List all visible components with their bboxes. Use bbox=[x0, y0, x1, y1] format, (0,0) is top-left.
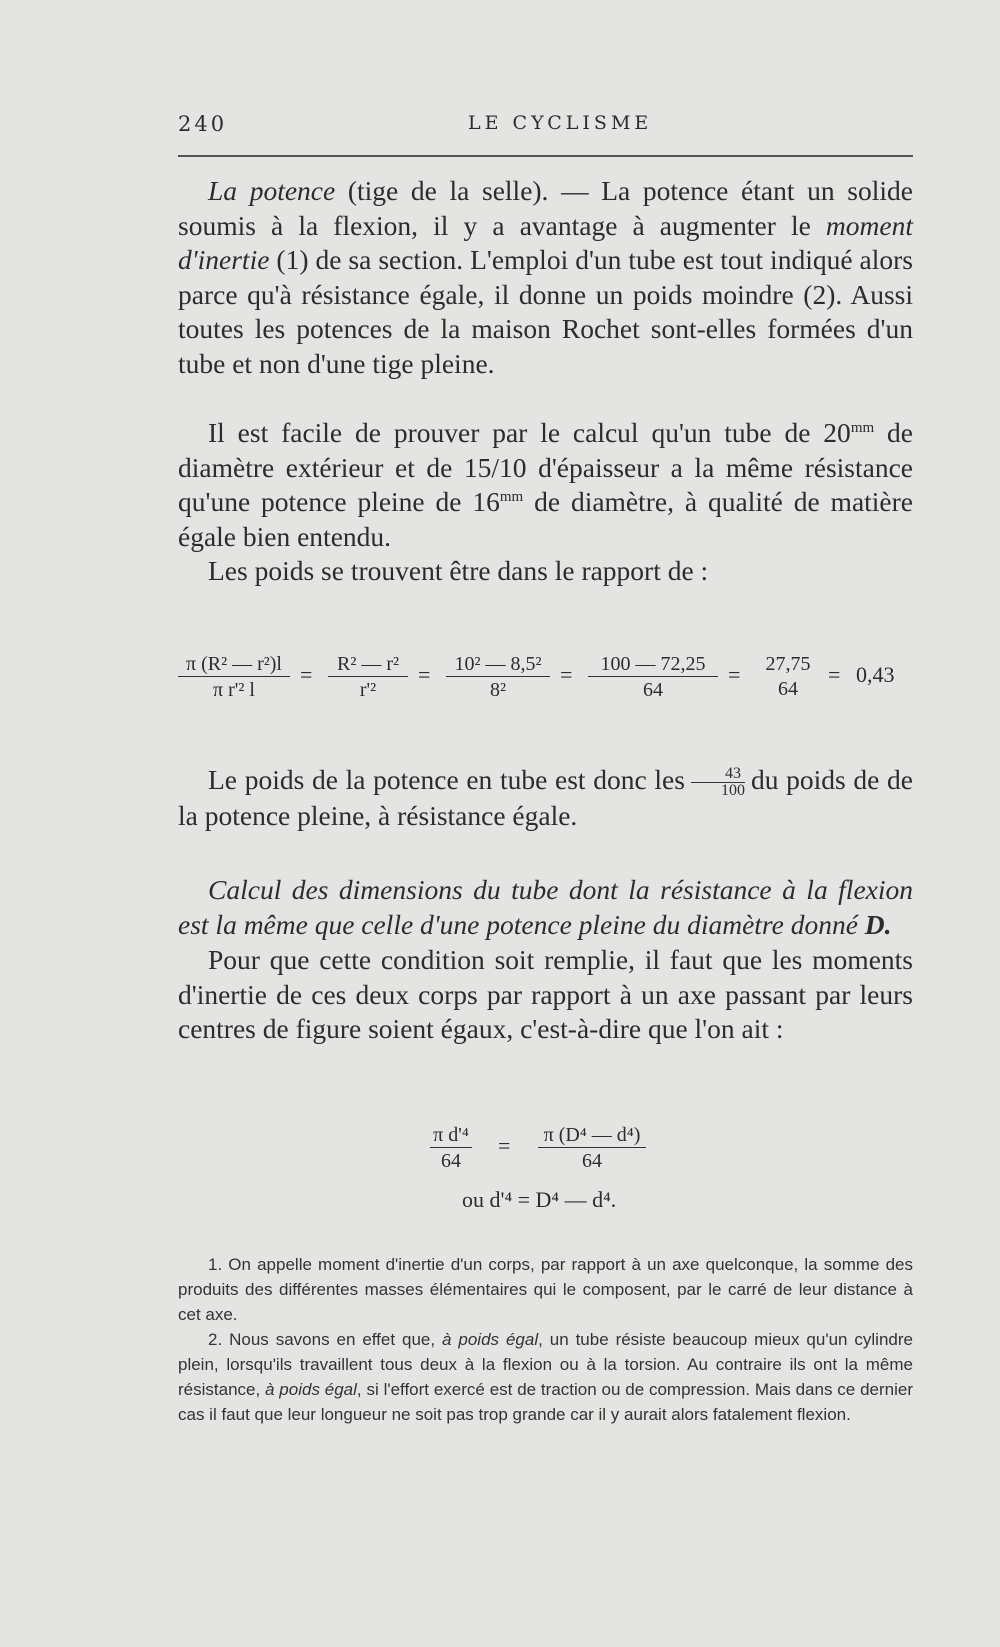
footnote-2-text-a: 2. Nous savons en effet que, bbox=[208, 1330, 443, 1349]
fraction-4-denominator: 64 bbox=[643, 679, 663, 701]
fraction-43-100 bbox=[691, 766, 745, 799]
inertia-right-numerator: π (D⁴ — d⁴) bbox=[538, 1123, 646, 1148]
para1-text-b: (1) de sa section. L'emploi d'un tube est tout indiqué alors parce qu'à résistance égale, il donne un poids moindre (2). Aussi toutes les potences de la maison Rochet sont-elles formées d'un tube et non d'une tige pleine. bbox=[178, 244, 913, 379]
para2-text-a: Il est facile de prouver par le calcul qu'un tube de 20 bbox=[208, 417, 851, 448]
fraction-1-denominator: π r'² l bbox=[213, 679, 255, 701]
fraction-1-numerator: π (R² — r²)l bbox=[178, 652, 290, 677]
fraction-5-numerator: 27,75 bbox=[765, 653, 811, 675]
inertia-formula bbox=[420, 1123, 670, 1213]
weight-ratio-formula bbox=[178, 652, 913, 712]
paragraph-potence bbox=[178, 174, 913, 381]
fraction-3-denominator: 8² bbox=[490, 679, 506, 701]
fraction-2-numerator: R² — r² bbox=[328, 652, 408, 677]
paragraph-condition bbox=[178, 943, 913, 1047]
fraction-denominator: 100 bbox=[720, 782, 745, 800]
section-heading-d: D. bbox=[864, 908, 892, 940]
inertia-right-fraction bbox=[538, 1123, 646, 1174]
footnote-2 bbox=[178, 1327, 913, 1427]
fraction-4-numerator: 100 — 72,25 bbox=[588, 652, 718, 677]
section-heading-italic: Calcul des dimensions du tube dont la résistance à la flexion est la même que celle d'une potence pleine du diamètre donné bbox=[178, 874, 913, 940]
fraction-3 bbox=[446, 652, 550, 703]
footnote-2-text-c: , si l'effort exercé est de traction ou de compression. Mais dans ce dernier cas il faut que leur longueur ne soit pas trop grande car il y aurait alors fatalement flexion. bbox=[178, 1380, 913, 1424]
fraction-2 bbox=[328, 652, 408, 703]
footnote-2-italic-2: à poids égal bbox=[265, 1380, 357, 1399]
fraction-numerator: 43 bbox=[691, 766, 745, 783]
ratio-result: 0,43 bbox=[856, 662, 895, 687]
para1-text-a: (tige de la selle). — La potence étant un solide soumis à la flexion, il y a avantage à augmenter le bbox=[178, 175, 913, 241]
term-la-potence: La potence bbox=[208, 175, 336, 206]
footnote-1 bbox=[178, 1252, 913, 1327]
fraction-5-denominator: 64 bbox=[778, 678, 798, 700]
fraction-4 bbox=[588, 652, 718, 703]
para4-text-a: Le poids de la potence en tube est donc les bbox=[208, 764, 685, 795]
equals-sign: = bbox=[728, 662, 741, 687]
equals-sign: = bbox=[498, 1133, 511, 1158]
para2-text-b: de diamètre extérieur et de 15/10 d'épaisseur a la même résistance qu'une potence pleine de 16 bbox=[178, 417, 913, 517]
para4-text-b: du poids de de la potence pleine, à résistance égale. bbox=[178, 764, 913, 832]
para6-text: Pour que cette condition soit remplie, il faut que les moments d'inertie de ces deux corps par rapport à un axe passant par leurs centres de figure soient égaux, c'est-à-dire que l'on ait : bbox=[178, 944, 913, 1044]
page-number: 240 bbox=[178, 112, 228, 136]
paragraph-calcul bbox=[178, 416, 913, 554]
para2-text-c: de diamètre, à qualité de matière égale bien entendu. bbox=[178, 486, 914, 552]
inertia-left-numerator: π d'⁴ bbox=[430, 1123, 472, 1148]
header-rule bbox=[178, 155, 913, 157]
inertia-left-denominator: 64 bbox=[441, 1150, 461, 1172]
footnote-1-text: 1. On appelle moment d'inertie d'un corps, par rapport à un axe quelconque, la somme des produits des différentes masses élémentaires qui le composent, par le carré de leur distance à cet axe. bbox=[178, 1255, 913, 1324]
running-header bbox=[178, 112, 913, 152]
paragraph-conclusion bbox=[178, 763, 913, 834]
inertia-right-denominator: 64 bbox=[582, 1150, 602, 1172]
fraction-5 bbox=[756, 652, 820, 702]
equals-sign: = bbox=[828, 662, 841, 687]
inertia-equation: ou d'⁴ = D⁴ — d⁴. bbox=[462, 1187, 617, 1212]
fraction-2-denominator: r'² bbox=[359, 679, 377, 701]
para3-text: Les poids se trouvent être dans le rapport de : bbox=[208, 555, 709, 586]
equals-sign: = bbox=[418, 662, 431, 687]
section-heading bbox=[178, 873, 913, 942]
footnote-2-italic-1: à poids égal bbox=[442, 1330, 539, 1349]
inertia-left-fraction bbox=[430, 1123, 472, 1174]
unit-mm-1: mm bbox=[850, 420, 875, 436]
equals-sign: = bbox=[560, 662, 573, 687]
unit-mm-2: mm bbox=[499, 489, 524, 505]
running-title: LE CYCLISME bbox=[468, 112, 653, 134]
footnote-2-text-b: , un tube résiste beaucoup mieux qu'un cylindre plein, lorsqu'ils travaillent tous deux à la flexion ou à la torsion. Au contraire ils ont la même résistance, bbox=[178, 1330, 913, 1399]
equals-sign: = bbox=[300, 662, 313, 687]
fraction-3-numerator: 10² — 8,5² bbox=[446, 652, 550, 677]
fraction-1 bbox=[178, 652, 290, 703]
term-moment-inertie: moment d'inertie bbox=[178, 209, 913, 275]
paragraph-rapport bbox=[178, 554, 913, 589]
